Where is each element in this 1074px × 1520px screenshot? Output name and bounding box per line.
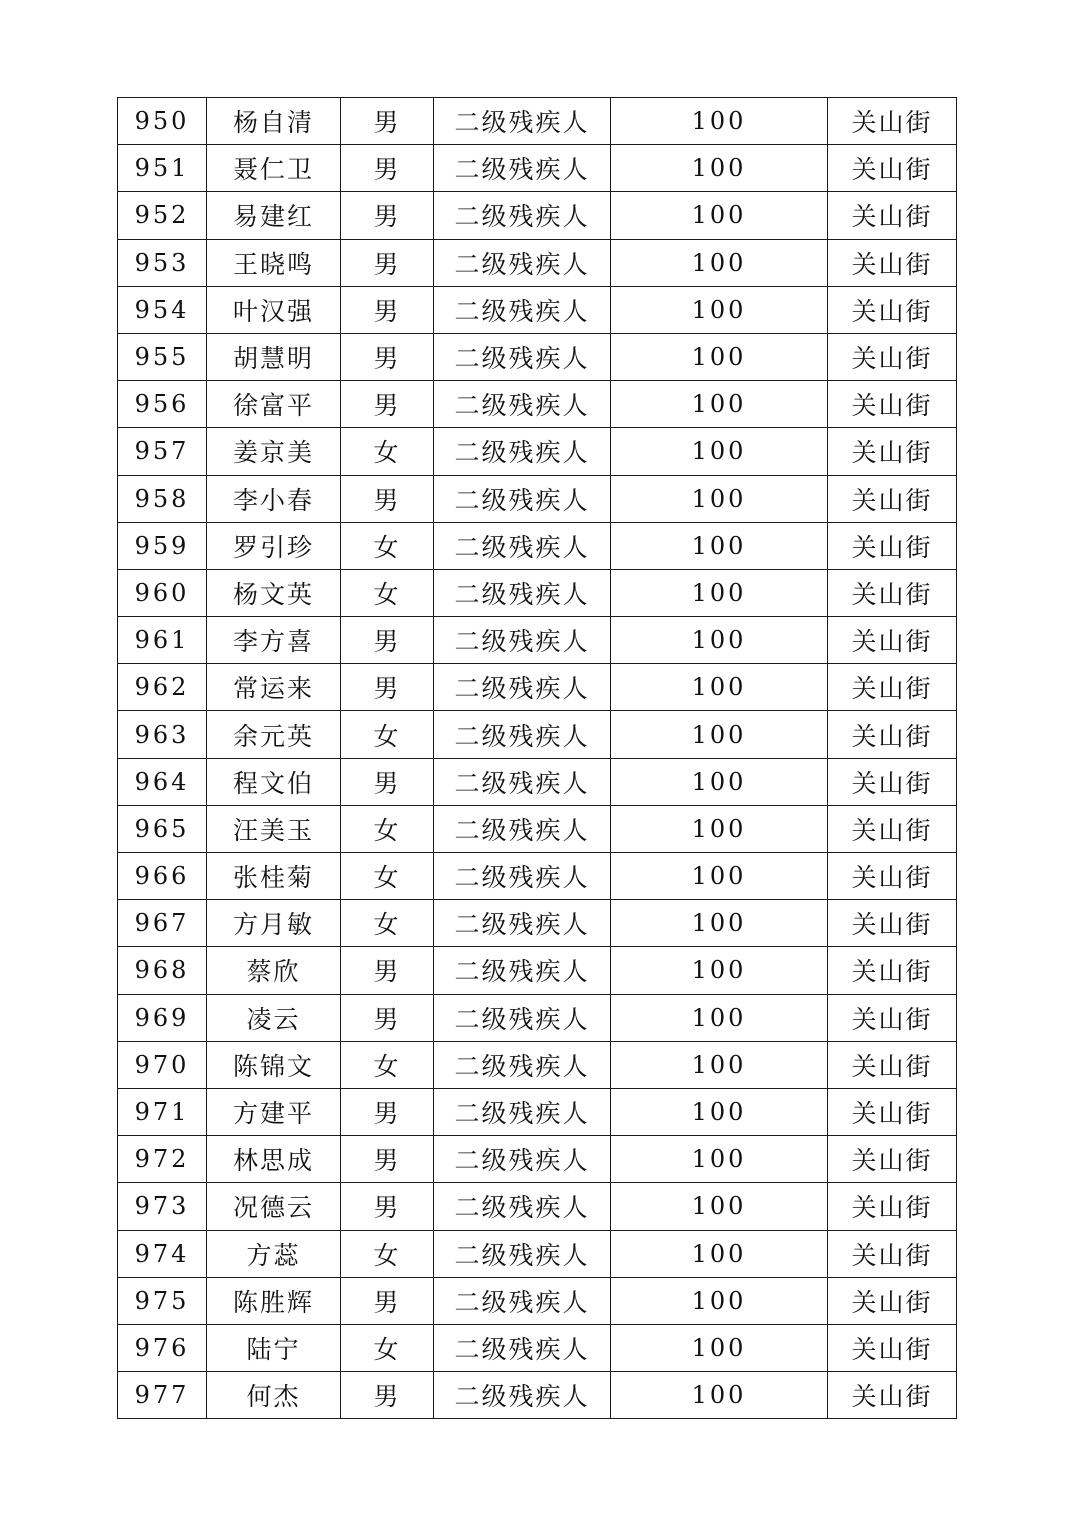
cell-gender: 男: [341, 1136, 434, 1183]
cell-amount: 100: [611, 1230, 828, 1277]
cell-amount: 100: [611, 1088, 828, 1135]
cell-gender: 女: [341, 900, 434, 947]
cell-number: 953: [118, 239, 207, 286]
cell-name: 易建红: [207, 192, 341, 239]
cell-category: 二级残疾人: [434, 522, 611, 569]
table-row: [118, 239, 957, 286]
cell-gender: 男: [341, 1372, 434, 1419]
cell-name: 凌云: [207, 994, 341, 1041]
cell-amount: 100: [611, 1136, 828, 1183]
cell-gender: 女: [341, 569, 434, 616]
table-row: [118, 711, 957, 758]
cell-gender: 女: [341, 1324, 434, 1371]
cell-category: 二级残疾人: [434, 1183, 611, 1230]
cell-gender: 女: [341, 522, 434, 569]
table-row: [118, 475, 957, 522]
cell-amount: 100: [611, 333, 828, 380]
table-row: [118, 994, 957, 1041]
cell-gender: 男: [341, 1183, 434, 1230]
cell-name: 方建平: [207, 1088, 341, 1135]
cell-amount: 100: [611, 1324, 828, 1371]
cell-category: 二级残疾人: [434, 758, 611, 805]
cell-street: 关山街: [828, 381, 957, 428]
cell-category: 二级残疾人: [434, 145, 611, 192]
cell-gender: 女: [341, 1230, 434, 1277]
cell-name: 汪美玉: [207, 805, 341, 852]
cell-street: 关山街: [828, 522, 957, 569]
cell-name: 胡慧明: [207, 333, 341, 380]
cell-street: 关山街: [828, 1324, 957, 1371]
cell-number: 955: [118, 333, 207, 380]
cell-number: 970: [118, 1041, 207, 1088]
cell-amount: 100: [611, 1183, 828, 1230]
cell-category: 二级残疾人: [434, 192, 611, 239]
cell-amount: 100: [611, 286, 828, 333]
cell-number: 972: [118, 1136, 207, 1183]
cell-street: 关山街: [828, 853, 957, 900]
cell-category: 二级残疾人: [434, 1088, 611, 1135]
table-row: [118, 1136, 957, 1183]
cell-street: 关山街: [828, 98, 957, 145]
cell-number: 968: [118, 947, 207, 994]
cell-name: 聂仁卫: [207, 145, 341, 192]
data-table: [117, 97, 957, 1419]
cell-street: 关山街: [828, 664, 957, 711]
cell-name: 方月敏: [207, 900, 341, 947]
cell-street: 关山街: [828, 1136, 957, 1183]
table-row: [118, 1041, 957, 1088]
cell-category: 二级残疾人: [434, 947, 611, 994]
cell-name: 罗引珍: [207, 522, 341, 569]
table-row: [118, 1277, 957, 1324]
cell-street: 关山街: [828, 947, 957, 994]
cell-amount: 100: [611, 381, 828, 428]
cell-gender: 男: [341, 758, 434, 805]
table-row: [118, 758, 957, 805]
cell-gender: 男: [341, 286, 434, 333]
cell-street: 关山街: [828, 758, 957, 805]
cell-category: 二级残疾人: [434, 994, 611, 1041]
cell-name: 林思成: [207, 1136, 341, 1183]
cell-name: 陈胜辉: [207, 1277, 341, 1324]
cell-number: 973: [118, 1183, 207, 1230]
cell-number: 950: [118, 98, 207, 145]
cell-name: 方蕊: [207, 1230, 341, 1277]
cell-amount: 100: [611, 711, 828, 758]
cell-street: 关山街: [828, 286, 957, 333]
cell-gender: 男: [341, 664, 434, 711]
cell-amount: 100: [611, 853, 828, 900]
cell-category: 二级残疾人: [434, 286, 611, 333]
cell-gender: 男: [341, 239, 434, 286]
cell-gender: 女: [341, 853, 434, 900]
cell-category: 二级残疾人: [434, 664, 611, 711]
cell-gender: 男: [341, 98, 434, 145]
cell-name: 何杰: [207, 1372, 341, 1419]
cell-street: 关山街: [828, 900, 957, 947]
cell-category: 二级残疾人: [434, 98, 611, 145]
cell-number: 957: [118, 428, 207, 475]
table-row: [118, 805, 957, 852]
table-body: [118, 98, 957, 1419]
cell-street: 关山街: [828, 475, 957, 522]
cell-category: 二级残疾人: [434, 1136, 611, 1183]
cell-name: 张桂菊: [207, 853, 341, 900]
cell-gender: 男: [341, 1277, 434, 1324]
cell-number: 976: [118, 1324, 207, 1371]
cell-category: 二级残疾人: [434, 1230, 611, 1277]
cell-number: 966: [118, 853, 207, 900]
cell-street: 关山街: [828, 1230, 957, 1277]
cell-number: 977: [118, 1372, 207, 1419]
cell-number: 951: [118, 145, 207, 192]
cell-name: 常运来: [207, 664, 341, 711]
cell-category: 二级残疾人: [434, 900, 611, 947]
cell-amount: 100: [611, 192, 828, 239]
cell-gender: 女: [341, 428, 434, 475]
table-row: [118, 192, 957, 239]
cell-category: 二级残疾人: [434, 711, 611, 758]
table-row: [118, 145, 957, 192]
cell-street: 关山街: [828, 617, 957, 664]
cell-category: 二级残疾人: [434, 333, 611, 380]
cell-street: 关山街: [828, 569, 957, 616]
cell-category: 二级残疾人: [434, 381, 611, 428]
cell-gender: 女: [341, 1041, 434, 1088]
cell-number: 967: [118, 900, 207, 947]
cell-amount: 100: [611, 145, 828, 192]
cell-gender: 男: [341, 947, 434, 994]
table-row: [118, 1324, 957, 1371]
cell-amount: 100: [611, 1372, 828, 1419]
cell-amount: 100: [611, 900, 828, 947]
cell-number: 959: [118, 522, 207, 569]
cell-name: 王晓鸣: [207, 239, 341, 286]
cell-street: 关山街: [828, 333, 957, 380]
cell-category: 二级残疾人: [434, 475, 611, 522]
cell-gender: 男: [341, 192, 434, 239]
cell-street: 关山街: [828, 1088, 957, 1135]
cell-name: 程文伯: [207, 758, 341, 805]
cell-street: 关山街: [828, 1277, 957, 1324]
cell-category: 二级残疾人: [434, 805, 611, 852]
table-row: [118, 1183, 957, 1230]
cell-amount: 100: [611, 805, 828, 852]
cell-amount: 100: [611, 428, 828, 475]
cell-gender: 女: [341, 711, 434, 758]
cell-street: 关山街: [828, 1183, 957, 1230]
cell-gender: 男: [341, 145, 434, 192]
cell-gender: 男: [341, 381, 434, 428]
cell-street: 关山街: [828, 1372, 957, 1419]
cell-number: 971: [118, 1088, 207, 1135]
table-row: [118, 853, 957, 900]
cell-number: 952: [118, 192, 207, 239]
cell-number: 974: [118, 1230, 207, 1277]
table-row: [118, 569, 957, 616]
cell-amount: 100: [611, 475, 828, 522]
cell-gender: 女: [341, 805, 434, 852]
cell-name: 陈锦文: [207, 1041, 341, 1088]
cell-number: 975: [118, 1277, 207, 1324]
cell-name: 杨文英: [207, 569, 341, 616]
cell-gender: 男: [341, 333, 434, 380]
cell-name: 蔡欣: [207, 947, 341, 994]
cell-name: 况德云: [207, 1183, 341, 1230]
table-row: [118, 286, 957, 333]
cell-amount: 100: [611, 522, 828, 569]
cell-amount: 100: [611, 947, 828, 994]
cell-gender: 男: [341, 994, 434, 1041]
cell-amount: 100: [611, 994, 828, 1041]
cell-category: 二级残疾人: [434, 1372, 611, 1419]
cell-number: 954: [118, 286, 207, 333]
cell-street: 关山街: [828, 192, 957, 239]
cell-number: 958: [118, 475, 207, 522]
cell-amount: 100: [611, 1041, 828, 1088]
cell-name: 李小春: [207, 475, 341, 522]
cell-number: 956: [118, 381, 207, 428]
cell-number: 963: [118, 711, 207, 758]
cell-category: 二级残疾人: [434, 569, 611, 616]
cell-street: 关山街: [828, 145, 957, 192]
table-row: [118, 617, 957, 664]
cell-street: 关山街: [828, 805, 957, 852]
cell-street: 关山街: [828, 239, 957, 286]
cell-street: 关山街: [828, 1041, 957, 1088]
cell-name: 徐富平: [207, 381, 341, 428]
cell-number: 962: [118, 664, 207, 711]
table-row: [118, 98, 957, 145]
cell-street: 关山街: [828, 994, 957, 1041]
cell-name: 陆宁: [207, 1324, 341, 1371]
table-row: [118, 900, 957, 947]
cell-category: 二级残疾人: [434, 428, 611, 475]
cell-street: 关山街: [828, 711, 957, 758]
cell-number: 969: [118, 994, 207, 1041]
table-row: [118, 664, 957, 711]
cell-amount: 100: [611, 664, 828, 711]
cell-amount: 100: [611, 1277, 828, 1324]
cell-gender: 男: [341, 617, 434, 664]
cell-amount: 100: [611, 758, 828, 805]
cell-amount: 100: [611, 239, 828, 286]
cell-name: 叶汉强: [207, 286, 341, 333]
cell-number: 961: [118, 617, 207, 664]
cell-name: 杨自清: [207, 98, 341, 145]
cell-category: 二级残疾人: [434, 1041, 611, 1088]
table-row: [118, 1230, 957, 1277]
cell-name: 姜京美: [207, 428, 341, 475]
table-row: [118, 1088, 957, 1135]
cell-number: 964: [118, 758, 207, 805]
cell-category: 二级残疾人: [434, 853, 611, 900]
cell-name: 李方喜: [207, 617, 341, 664]
cell-street: 关山街: [828, 428, 957, 475]
cell-number: 965: [118, 805, 207, 852]
cell-gender: 男: [341, 475, 434, 522]
cell-amount: 100: [611, 98, 828, 145]
table-row: [118, 522, 957, 569]
table-row: [118, 333, 957, 380]
table-row: [118, 947, 957, 994]
cell-category: 二级残疾人: [434, 617, 611, 664]
cell-category: 二级残疾人: [434, 1277, 611, 1324]
cell-amount: 100: [611, 569, 828, 616]
cell-name: 余元英: [207, 711, 341, 758]
table-row: [118, 428, 957, 475]
cell-category: 二级残疾人: [434, 1324, 611, 1371]
cell-category: 二级残疾人: [434, 239, 611, 286]
cell-amount: 100: [611, 617, 828, 664]
table-row: [118, 381, 957, 428]
cell-gender: 男: [341, 1088, 434, 1135]
cell-number: 960: [118, 569, 207, 616]
table-row: [118, 1372, 957, 1419]
